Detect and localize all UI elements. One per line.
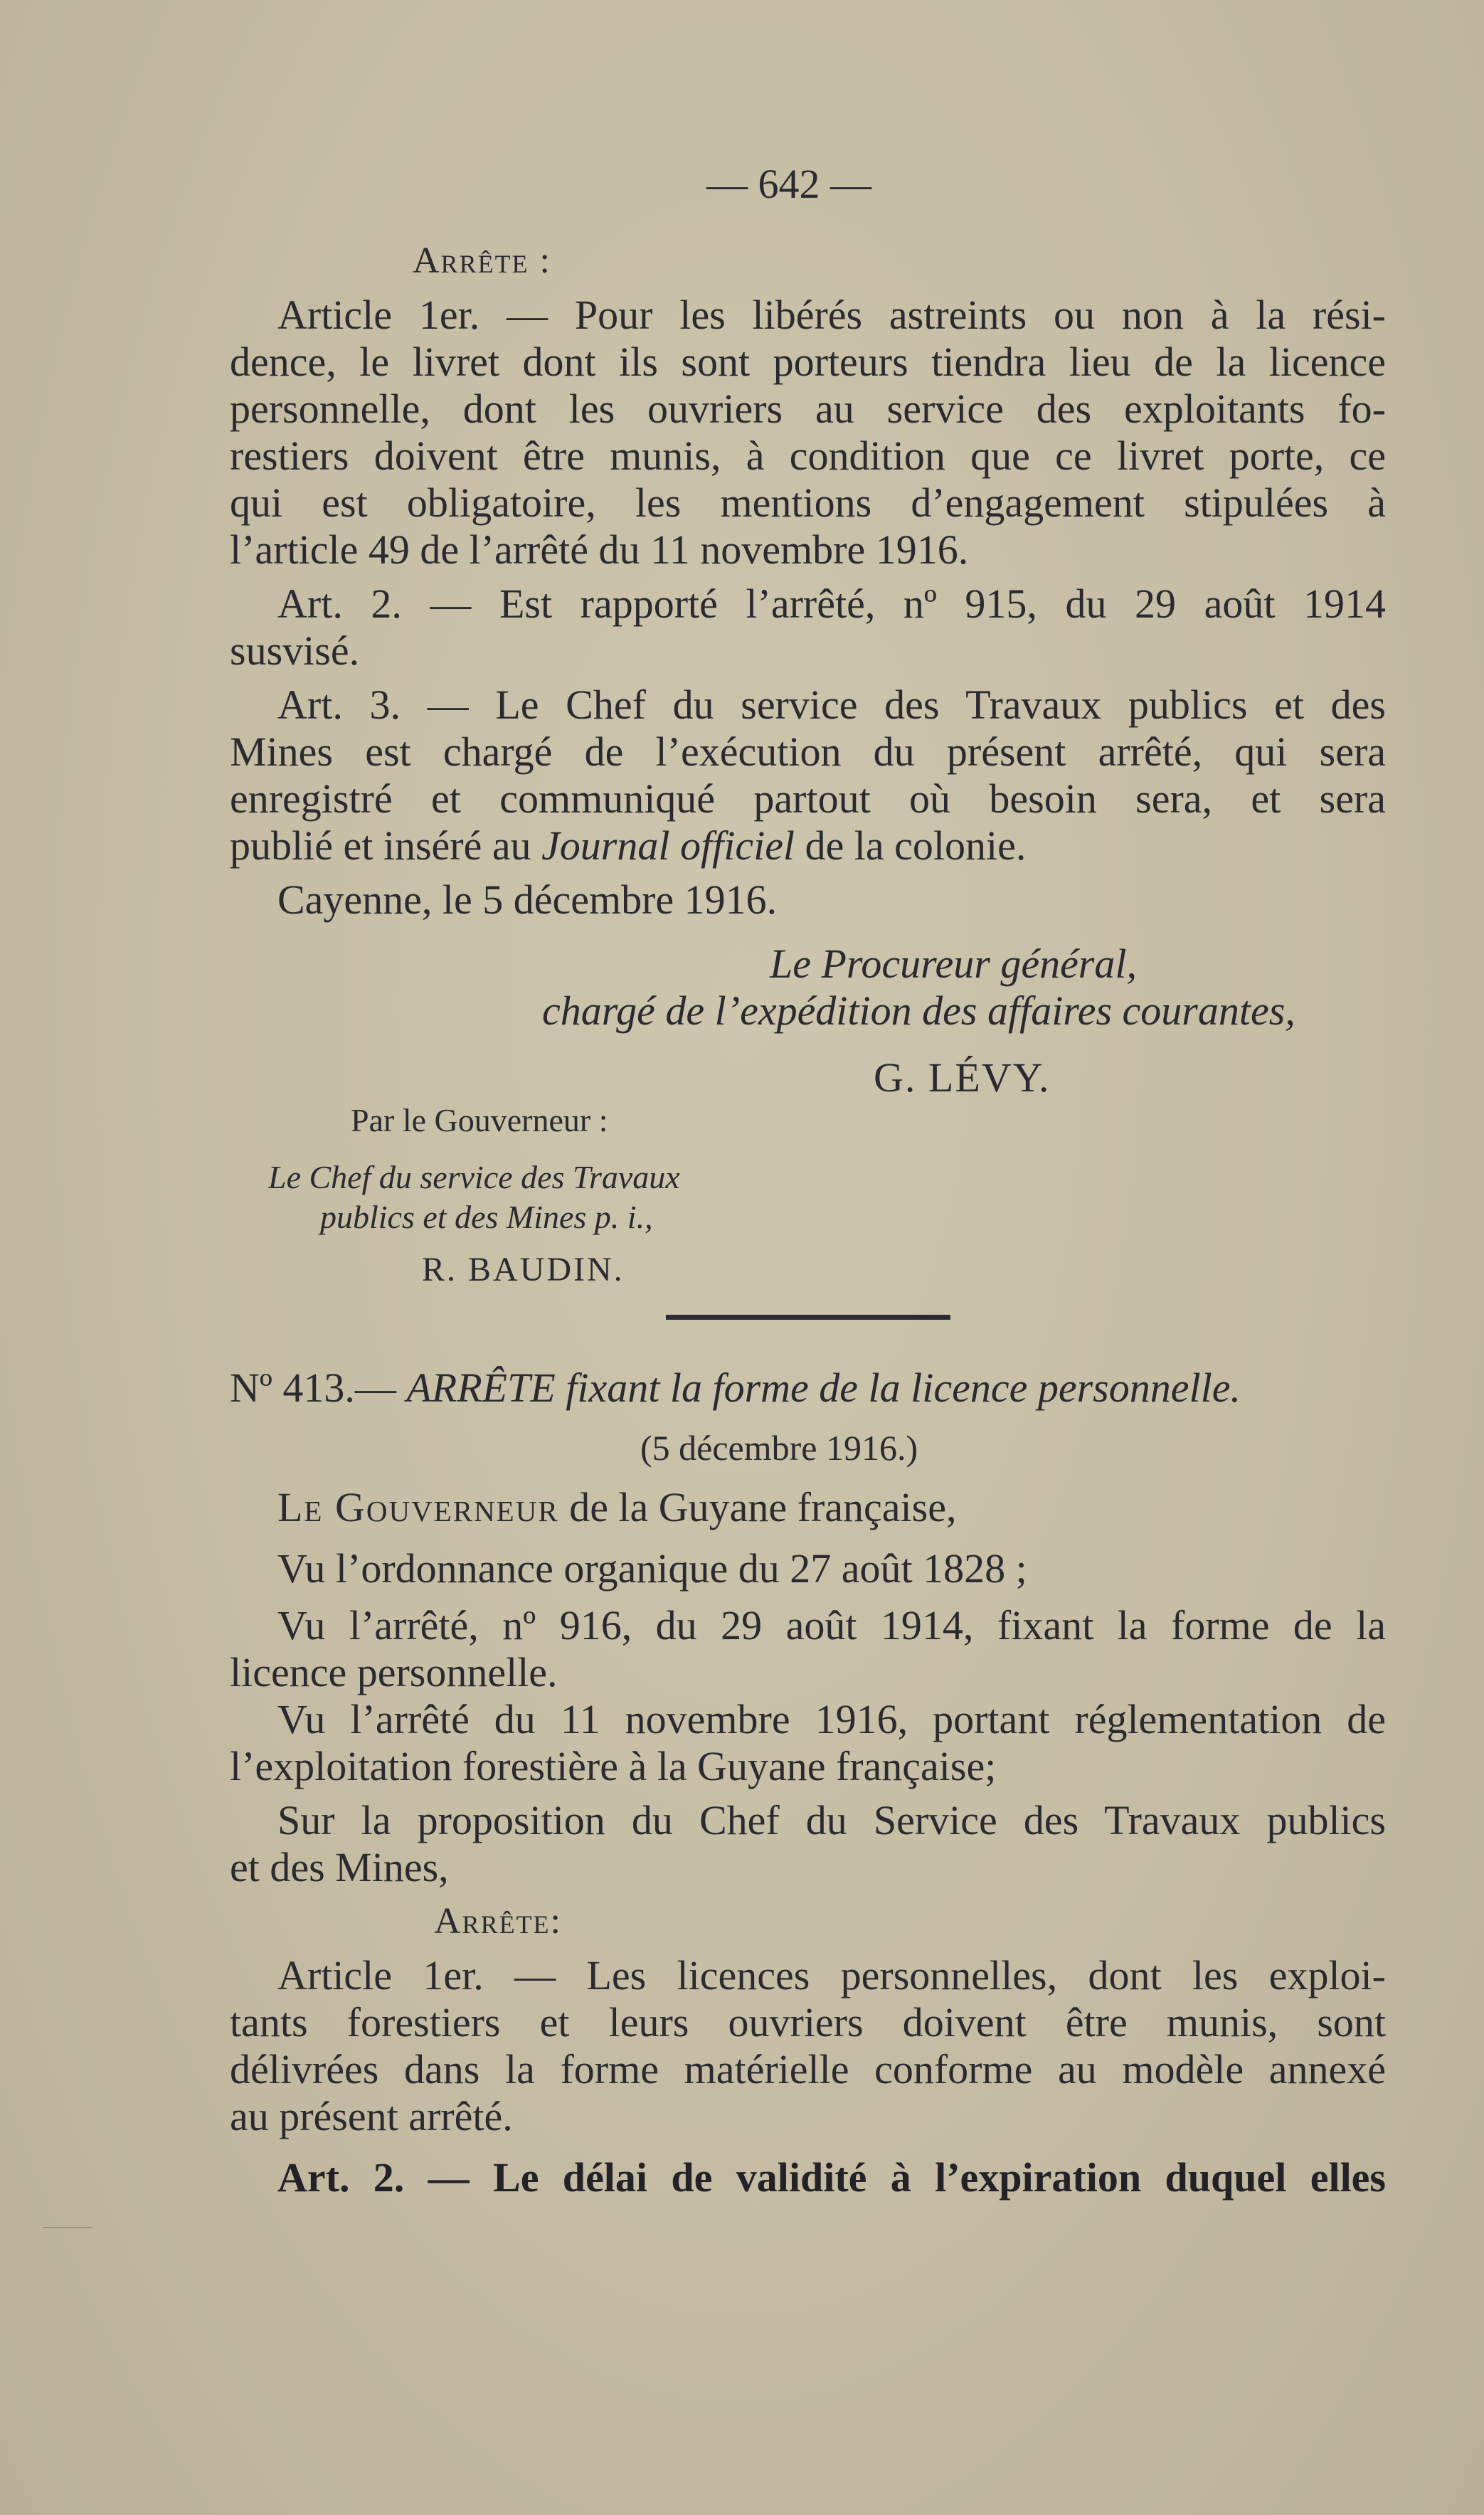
art1-line: délivrées dans la forme matérielle conforme au modèle annexé xyxy=(230,2046,1386,2092)
art1-line: dence, le livret dont ils sont porteurs tiendra lieu de la licence xyxy=(230,339,1386,385)
chef-service-line: publics et des Mines p. i., xyxy=(320,1199,653,1235)
art1-line: personnelle, dont les ouvriers au service des exploitants fo- xyxy=(230,386,1386,432)
art2-line: Art. 2. — Est rapporté l’arrêté, nº 915, du 29 août 1914 xyxy=(277,581,1386,627)
margin-mark xyxy=(43,2227,92,2228)
arrete-heading-2: Arrête: xyxy=(434,1901,562,1942)
art1-line: Article 1er. — Les licences personnelles, dont les exploi- xyxy=(277,1952,1386,1998)
signature-name: G. LÉVY. xyxy=(874,1054,1051,1101)
art2-line: susvisé. xyxy=(230,628,360,674)
art3-line: enregistré et communiqué partout où besoin sera, et sera xyxy=(230,775,1386,822)
chef-service-name: R. BAUDIN. xyxy=(422,1251,625,1288)
art1-last-line: l’article 49 de l’arrêté du 11 novembre 1916. xyxy=(230,526,969,573)
vu-line: l’exploitation forestière à la Guyane française; xyxy=(230,1743,997,1789)
art3-line: Mines est chargé de l’exécution du présent arrêté, qui sera xyxy=(230,729,1386,775)
decree-date: (5 décembre 1916.) xyxy=(640,1428,918,1468)
vu-line: Vu l’ordonnance organique du 27 août 1828 ; xyxy=(277,1545,1027,1592)
page-number: — 642 — xyxy=(706,161,871,207)
art3-line: Art. 3. — Le Chef du service des Travaux publics et des xyxy=(277,682,1386,728)
art3-last-line: publié et inséré au Journal officiel de la colonie. xyxy=(230,822,1027,869)
date-line: Cayenne, le 5 décembre 1916. xyxy=(277,877,778,923)
chef-service-line: Le Chef du service des Travaux xyxy=(268,1159,680,1195)
art1-line: Article 1er. — Pour les libérés astreints ou non à la rési- xyxy=(277,292,1386,338)
sur-proposition-line: et des Mines, xyxy=(230,1844,449,1890)
art1-line: tants forestiers et leurs ouvriers doivent être munis, sont xyxy=(230,1999,1386,2045)
gouverneur-line: Le Gouverneur de la Guyane française, xyxy=(277,1484,957,1530)
art1-line: qui est obligatoire, les mentions d’engagement stipulées à xyxy=(230,480,1386,526)
decree-title: Nº 413.— ARRÊTE fixant la forme de la licence personnelle. xyxy=(230,1365,1241,1411)
art2-line: Art. 2. — Le délai de validité à l’expiration duquel elles xyxy=(277,2154,1386,2201)
sur-proposition-line: Sur la proposition du Chef du Service des Travaux publics xyxy=(277,1797,1386,1843)
vu-line: Vu l’arrêté, nº 916, du 29 août 1914, fixant la forme de la xyxy=(277,1602,1386,1648)
signature-title: chargé de l’expédition des affaires courantes, xyxy=(542,988,1295,1034)
par-le-gouverneur: Par le Gouverneur : xyxy=(351,1102,608,1138)
art1-line: restiers doivent être munis, à condition que ce livret porte, ce xyxy=(230,433,1386,479)
vu-line: Vu l’arrêté du 11 novembre 1916, portant réglementation de xyxy=(277,1696,1386,1742)
vu-line: licence personnelle. xyxy=(230,1649,558,1695)
signature-title: Le Procureur général, xyxy=(770,941,1137,987)
art1-last-line: au présent arrêté. xyxy=(230,2093,513,2139)
section-divider xyxy=(666,1315,950,1320)
arrete-heading-1: Arrête : xyxy=(413,240,551,281)
